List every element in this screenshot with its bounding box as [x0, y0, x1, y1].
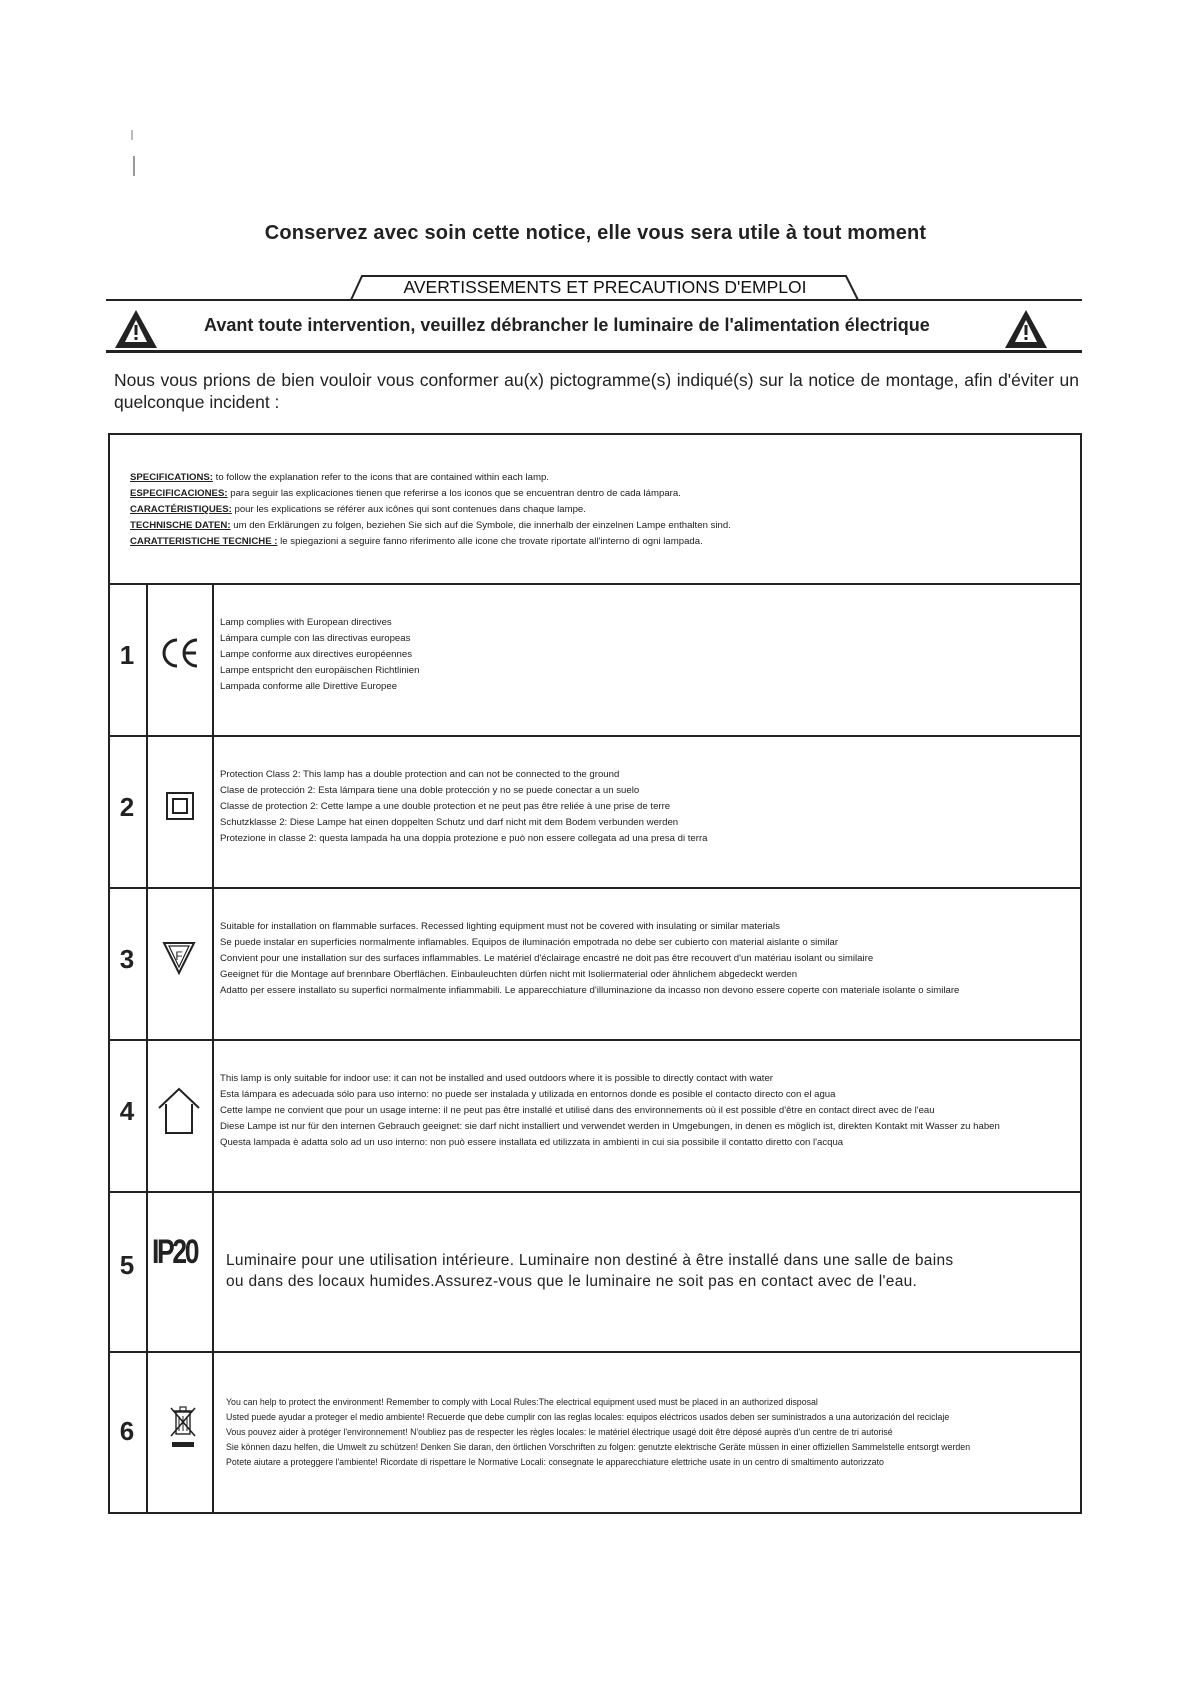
warning-triangle-icon — [1003, 308, 1049, 350]
spec-label: ESPECIFICACIONES: — [130, 488, 228, 499]
text-line: Clase de protección 2: Esta lámpara tiene una doble protección y no se puede conectar a un suelo — [220, 785, 640, 796]
text-line: Vous pouvez aider à protéger l'environnement! N'oubliez pas de respecter les règles locales: le matériel électrique usagé doit être déposé auprès d'un centre de tri autorisé — [226, 1427, 893, 1437]
table-column-line — [146, 583, 148, 1514]
indoor-house-icon — [156, 1086, 202, 1136]
spec-label: CARACTÉRISTIQUES: — [130, 504, 232, 515]
text-line: Protection Class 2: This lamp has a double protection and can not be connected to the ground — [220, 769, 620, 780]
spec-label: TECHNISCHE DATEN: — [130, 520, 231, 531]
crossed-bin-weee-icon — [168, 1405, 198, 1449]
text-line: Se puede instalar en superficies normalmente inflamables. Equipos de iluminación empotrada no debe ser cubierto con material aislante o similar — [220, 937, 839, 948]
row-number: 5 — [119, 1250, 135, 1280]
text-line: Classe de protection 2: Cette lampe a une double protection et ne peut pas être reliée à une prise de terre — [220, 801, 671, 812]
warning-text: Avant toute intervention, veuillez débrancher le luminaire de l'alimentation électrique — [204, 315, 930, 335]
divider — [106, 350, 1082, 353]
text-line: Geeignet für die Montage auf brennbare Oberflächen. Einbauleuchten dürfen nicht mit Isoliermaterial oder ähnlichem abgedeckt werden — [220, 969, 798, 980]
scan-mark — [131, 130, 133, 140]
spec-line — [130, 534, 1030, 550]
text-line: Protezione in classe 2: questa lampada ha una doppia protezione e può non essere collegata ad una presa di terra — [220, 833, 708, 844]
spec-text: to follow the explanation refer to the icons that are contained within each lamp. — [212, 472, 549, 483]
intro-text: Nous vous prions de bien vouloir vous conformer au(x) pictogramme(s) indiqué(s) sur la notice de montage, afin d'éviter un quelconque incident : — [114, 370, 1079, 412]
spec-text: le spiegazioni a seguire fanno riferimento alle icone che trovate riportate all'interno di ogni lampada. — [277, 536, 703, 547]
row-number: 4 — [119, 1096, 135, 1126]
icon-letter: F — [175, 949, 183, 963]
text-line: Lámpara cumple con las directivas europeas — [220, 633, 411, 644]
row-number: 3 — [119, 944, 135, 974]
text-line: Esta lámpara es adecuada sólo para uso interno: no puede ser instalada y utilizada en entornos donde es posible el contacto directo con el agua — [220, 1089, 836, 1100]
text-line: This lamp is only suitable for indoor use: it can not be installed and used outdoors where it is possible to directly contact with water — [220, 1073, 773, 1084]
section-title: AVERTISSEMENTS ET PRECAUTIONS D'EMPLOI — [403, 277, 807, 297]
row-text — [226, 1395, 1076, 1470]
row-text — [220, 919, 1080, 999]
text-line: Lamp complies with European directives — [220, 617, 392, 628]
table-divider — [108, 735, 1082, 737]
table-column-line — [212, 583, 214, 1514]
text-line: Diese Lampe ist nur für den internen Gebrauch geeignet: sie darf nicht installiert und verwendet werden in Umgebungen, in denen es möglich ist, direkten Kontakt mit Wasser zu haben — [220, 1121, 1000, 1132]
text-line: Questa lampada è adatta solo ad un uso interno: non può essere installata ed utilizzata in ambienti in cui sia possibile il contatto diretto con l'acqua — [220, 1137, 844, 1148]
text-line: Lampe entspricht den europäischen Richtlinien — [220, 665, 420, 676]
spec-line — [130, 486, 1030, 502]
text-line: Lampada conforme alle Direttive Europee — [220, 681, 398, 692]
table-divider — [108, 583, 1082, 585]
text-line: Usted puede ayudar a proteger el medio ambiente! Recuerde que debe cumplir con las reglas locales: equipos eléctricos usados deben ser suministrados a una autorización del reciclaje — [226, 1412, 950, 1422]
spec-text: pour les explications se référer aux icônes qui sont contenues dans chaque lampe. — [231, 504, 586, 515]
ip20-icon: IP20 — [152, 1233, 198, 1271]
spec-line — [130, 470, 1030, 486]
text-line: Lampe conforme aux directives européennes — [220, 649, 412, 660]
specifications-block — [130, 470, 1030, 550]
spec-line — [130, 518, 1030, 534]
spec-text: um den Erklärungen zu folgen, beziehen Sie sich auf die Symbole, die innerhalb der einzelnen Lampe enthalten sind. — [230, 520, 731, 531]
spec-line — [130, 502, 1030, 518]
text-line: Luminaire pour une utilisation intérieure. Luminaire non destiné à être installé dans une salle de bains — [226, 1252, 954, 1269]
row-number: 6 — [119, 1416, 135, 1446]
text-line: Convient pour une installation sur des surfaces inflammables. Le matériel d'éclairage encastré ne doit pas être recouvert d'un matériau isolant ou similaire — [220, 953, 874, 964]
table-divider — [108, 1351, 1082, 1353]
table-divider — [108, 1039, 1082, 1041]
page-title: Conservez avec soin cette notice, elle vous sera utile à tout moment — [264, 222, 927, 244]
text-line: Sie können dazu helfen, die Umwelt zu schützen! Denken Sie daran, den örtlichen Vorschriften zu folgen: genutzte elektrische Geräte müssen in einer offiziellen Sammelstelle entsorgt werden — [226, 1442, 971, 1452]
text-line: ou dans des locaux humides.Assurez-vous que le luminaire ne soit pas en contact avec de l'eau. — [226, 1273, 918, 1290]
row-number: 1 — [119, 640, 135, 670]
row-text — [220, 1071, 1080, 1151]
spec-text: para seguir las explicaciones tienen que referirse a los iconos que se encuentran dentro de cada lámpara. — [227, 488, 681, 499]
divider — [106, 299, 1082, 301]
row-text — [220, 615, 1080, 695]
table-divider — [108, 1191, 1082, 1193]
class-2-double-square-icon — [166, 792, 194, 820]
warning-triangle-icon — [113, 308, 159, 350]
text-line: Potete aiutare a proteggere l'ambiente! Ricordate di rispettare le Normative Locali: consegnate le apparecchiature elettriche usate in un centro di smaltimento autorizzato — [226, 1457, 884, 1467]
f-triangle-flammable-icon — [162, 940, 196, 976]
spec-label: CARATTERISTICHE TECNICHE : — [130, 536, 278, 547]
text-line: Cette lampe ne convient que pour un usage interne: il ne peut pas être installé et utilisé dans des environnements où il est possible d'être en contact direct avec de l'eau — [220, 1105, 935, 1116]
table-divider — [108, 887, 1082, 889]
row-text — [226, 1250, 1026, 1292]
text-line: You can help to protect the environment! Remember to comply with Local Rules:The electrical equipment used must be placed in an authorized disposal — [226, 1397, 818, 1407]
text-line: Suitable for installation on flammable surfaces. Recessed lighting equipment must not be covered with insulating or similar materials — [220, 921, 780, 932]
row-number: 2 — [119, 792, 135, 822]
scan-mark — [133, 156, 135, 176]
row-text — [220, 767, 1080, 847]
spec-label: SPECIFICATIONS: — [130, 472, 213, 483]
text-line: Schutzklasse 2: Diese Lampe hat einen doppelten Schutz und darf nicht mit dem Bodem verbunden werden — [220, 817, 679, 828]
text-line: Adatto per essere installato su superfici normalmente infiammabili. Le apparecchiature d'illuminazione da incasso non devono essere coperte con materiale isolante o similare — [220, 985, 960, 996]
ce-mark-icon — [160, 636, 200, 670]
